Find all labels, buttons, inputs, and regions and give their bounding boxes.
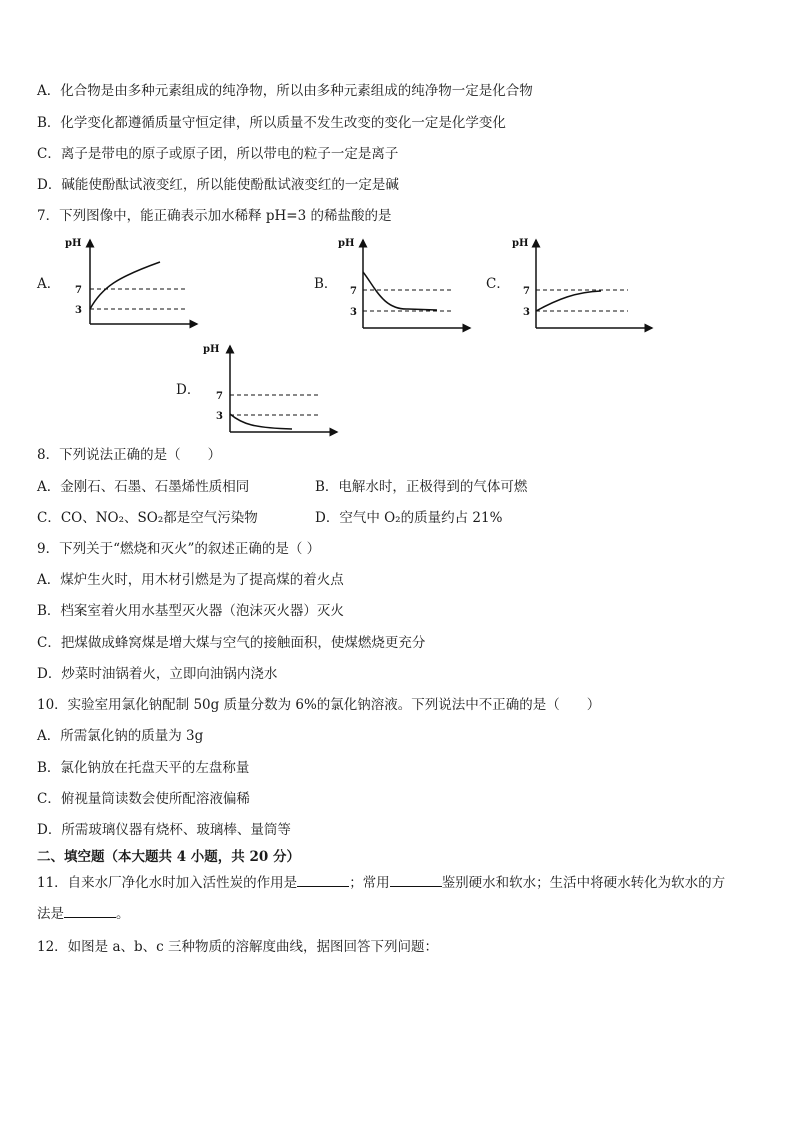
q11-blank-2[interactable] xyxy=(390,874,442,887)
q10-option-d: D．所需玻璃仪器有烧杯、玻璃棒、量筒等 xyxy=(37,822,291,838)
q9-stem: 9．下列关于“燃烧和灭火”的叙述正确的是（ ） xyxy=(37,541,321,557)
q10-stem: 10．实验室用氯化钠配制 50g 质量分数为 6%的氯化钠溶液。下列说法中不正确的是（ ） xyxy=(37,697,601,713)
q6-option-a: A．化合物是由多种元素组成的纯净物，所以由多种元素组成的纯净物一定是化合物 xyxy=(37,83,533,99)
q7-graph-c xyxy=(506,232,656,336)
section-2-title: 二、填空题（本大题共 4 小题，共 20 分） xyxy=(37,849,300,865)
q7-graph-b-label: B． xyxy=(314,276,338,292)
q7-graph-c-ylabel: pH xyxy=(512,238,529,249)
q11-blank-3[interactable] xyxy=(64,905,116,918)
q11-text-4: 法是 xyxy=(37,906,64,922)
q11-blank-1[interactable] xyxy=(297,874,349,887)
q7-graph-c-tick-3: 3 xyxy=(523,307,530,318)
q9-option-b: B．档案室着火用水基型灭火器（泡沫灭火器）灭火 xyxy=(37,603,344,619)
q7-graph-c-tick-7: 7 xyxy=(523,286,530,297)
q9-option-d: D．炒菜时油锅着火，立即向油锅内浇水 xyxy=(37,666,278,682)
q7-graph-a-tick-3: 3 xyxy=(75,305,82,316)
q10-option-b: B．氯化钠放在托盘天平的左盘称量 xyxy=(37,760,250,776)
q7-graph-c-label: C． xyxy=(486,276,510,292)
q11-text-2: ；常用 xyxy=(349,875,390,891)
q7-graph-b-tick-7: 7 xyxy=(350,286,357,297)
q8-option-a: A．金刚石、石墨、石墨烯性质相同 xyxy=(37,479,250,495)
q6-option-b: B．化学变化都遵循质量守恒定律，所以质量不发生改变的变化一定是化学变化 xyxy=(37,115,506,131)
q7-graph-a-tick-7: 7 xyxy=(75,285,82,296)
q12-stem: 12．如图是 a、b、c 三种物质的溶解度曲线，据图回答下列问题： xyxy=(37,939,439,955)
q7-graph-d xyxy=(200,338,340,442)
q7-graph-a-ylabel: pH xyxy=(65,238,82,249)
q11-text-3: 鉴别硬水和软水；生活中将硬水转化为软水的方 xyxy=(441,875,726,891)
q6-option-c: C．离子是带电的原子或原子团，所以带电的粒子一定是离子 xyxy=(37,146,399,162)
q8-option-d: D．空气中 O₂的质量约占 21% xyxy=(315,510,503,526)
q7-graph-b xyxy=(333,232,473,336)
q9-option-c: C．把煤做成蜂窝煤是增大煤与空气的接触面积，使煤燃烧更充分 xyxy=(37,635,426,651)
q11-text-5: 。 xyxy=(116,906,130,922)
q7-graph-d-tick-3: 3 xyxy=(216,411,223,422)
q7-graph-d-label: D． xyxy=(176,382,201,398)
q7-graph-b-tick-3: 3 xyxy=(350,307,357,318)
q7-graph-b-ylabel: pH xyxy=(338,238,355,249)
q11-line-2 xyxy=(37,905,130,923)
q8-option-b: B．电解水时，正极得到的气体可燃 xyxy=(315,479,528,495)
q10-option-c: C．俯视量筒读数会使所配溶液偏稀 xyxy=(37,791,250,807)
q7-graph-a xyxy=(60,232,200,336)
q7-graph-a-label: A． xyxy=(37,276,61,292)
q11-line-1 xyxy=(37,874,725,892)
q8-stem: 8．下列说法正确的是（ ） xyxy=(37,447,222,463)
q8-option-c: C．CO、NO₂、SO₂都是空气污染物 xyxy=(37,510,258,526)
q9-option-a: A．煤炉生火时，用木材引燃是为了提高煤的着火点 xyxy=(37,572,344,588)
q7-graph-d-tick-7: 7 xyxy=(216,391,223,402)
q6-option-d: D．碱能使酚酞试液变红，所以能使酚酞试液变红的一定是碱 xyxy=(37,177,399,193)
q7-graph-d-ylabel: pH xyxy=(203,344,220,355)
q10-option-a: A．所需氯化钠的质量为 3g xyxy=(37,728,204,744)
q7-stem: 7．下列图像中，能正确表示加水稀释 pH=3 的稀盐酸的是 xyxy=(37,208,392,224)
q11-text-1: 11．自来水厂净化水时加入活性炭的作用是 xyxy=(37,875,298,891)
